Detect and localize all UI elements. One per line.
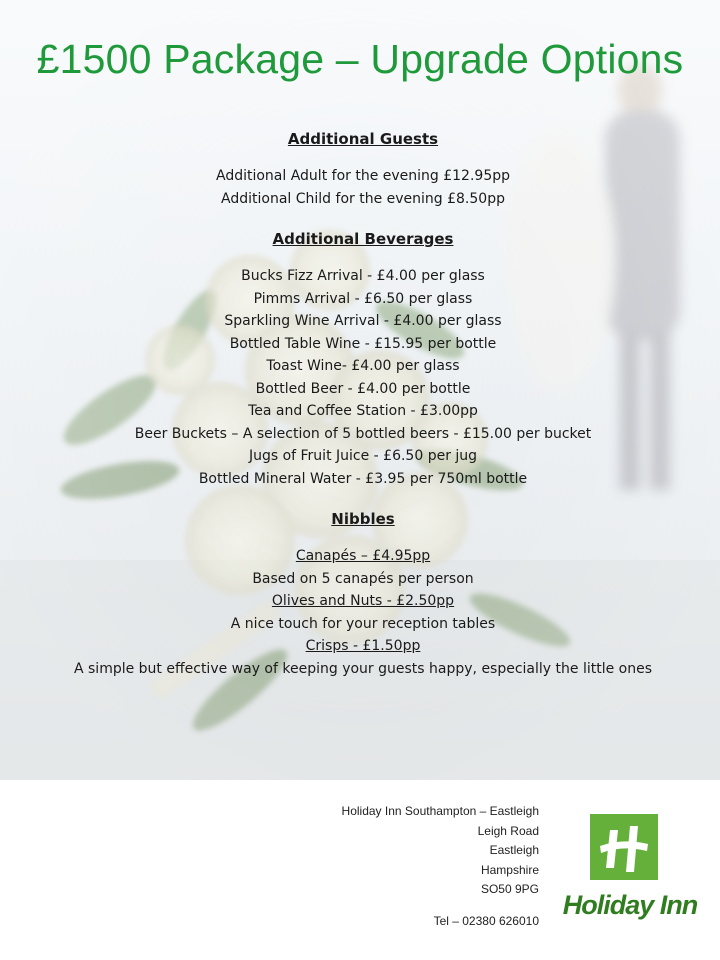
spacer [20,210,706,228]
page-title: £1500 Package – Upgrade Options [36,36,684,82]
address-line: Hampshire [480,862,539,877]
spacer [20,490,706,508]
beverage-option: Beer Buckets – A selection of 5 bottled beers - £15.00 per bucket [134,425,592,442]
beverage-option: Jugs of Fruit Juice - £6.50 per jug [248,448,478,464]
address-line: Holiday Inn Southampton – Eastleigh [341,804,539,818]
beverage-option: Bucks Fizz Arrival - £4.00 per glass [241,268,485,284]
beverage-option: Bottled Table Wine - £15.95 per bottle [229,335,497,352]
holiday-inn-logo-icon [550,810,710,930]
beverage-option: Bottled Beer - £4.00 per bottle [255,380,471,397]
nibble-item-description: A nice touch for your reception tables [230,615,496,632]
beverage-option: Tea and Coffee Station - £3.00pp [248,403,478,419]
beverages-heading: Additional Beverages [272,230,454,248]
spacer [20,530,706,545]
spacer [20,150,706,165]
address-line: Eastleigh [489,843,539,857]
telephone-number: Tel – 02380 626010 [433,913,539,928]
logo-wordmark: Holiday Inn [562,890,698,920]
nibble-item-name: Canapés – £4.95pp [295,548,431,564]
beverage-option: Pimms Arrival - £6.50 per glass [253,290,473,307]
guests-heading: Additional Guests [287,130,439,148]
spacer [20,250,706,265]
beverage-option: Sparkling Wine Arrival - £4.00 per glass [224,313,502,329]
beverage-option: Bottled Mineral Water - £3.95 per 750ml bottle [198,470,528,487]
nibble-item-description: Based on 5 canapés per person [252,570,474,587]
hotel-address [342,802,539,931]
upgrade-options-list [20,128,706,680]
beverage-option: Toast Wine- £4.00 per glass [266,358,460,374]
guest-option: Additional Adult for the evening £12.95pp [215,168,511,184]
address-line: Leigh Road [477,823,539,838]
guest-option: Additional Child for the evening £8.50pp [221,190,505,207]
nibble-item-description: A simple but effective way of keeping your guests happy, especially the little ones [73,660,653,677]
holiday-inn-logo [550,810,710,930]
nibble-item-name: Crisps - £1.50pp [305,638,421,654]
footer [0,780,720,960]
nibble-item-name: Olives and Nuts - £2.50pp [271,593,455,609]
nibbles-heading: Nibbles [331,510,395,528]
address-postcode: SO50 9PG [480,882,539,896]
